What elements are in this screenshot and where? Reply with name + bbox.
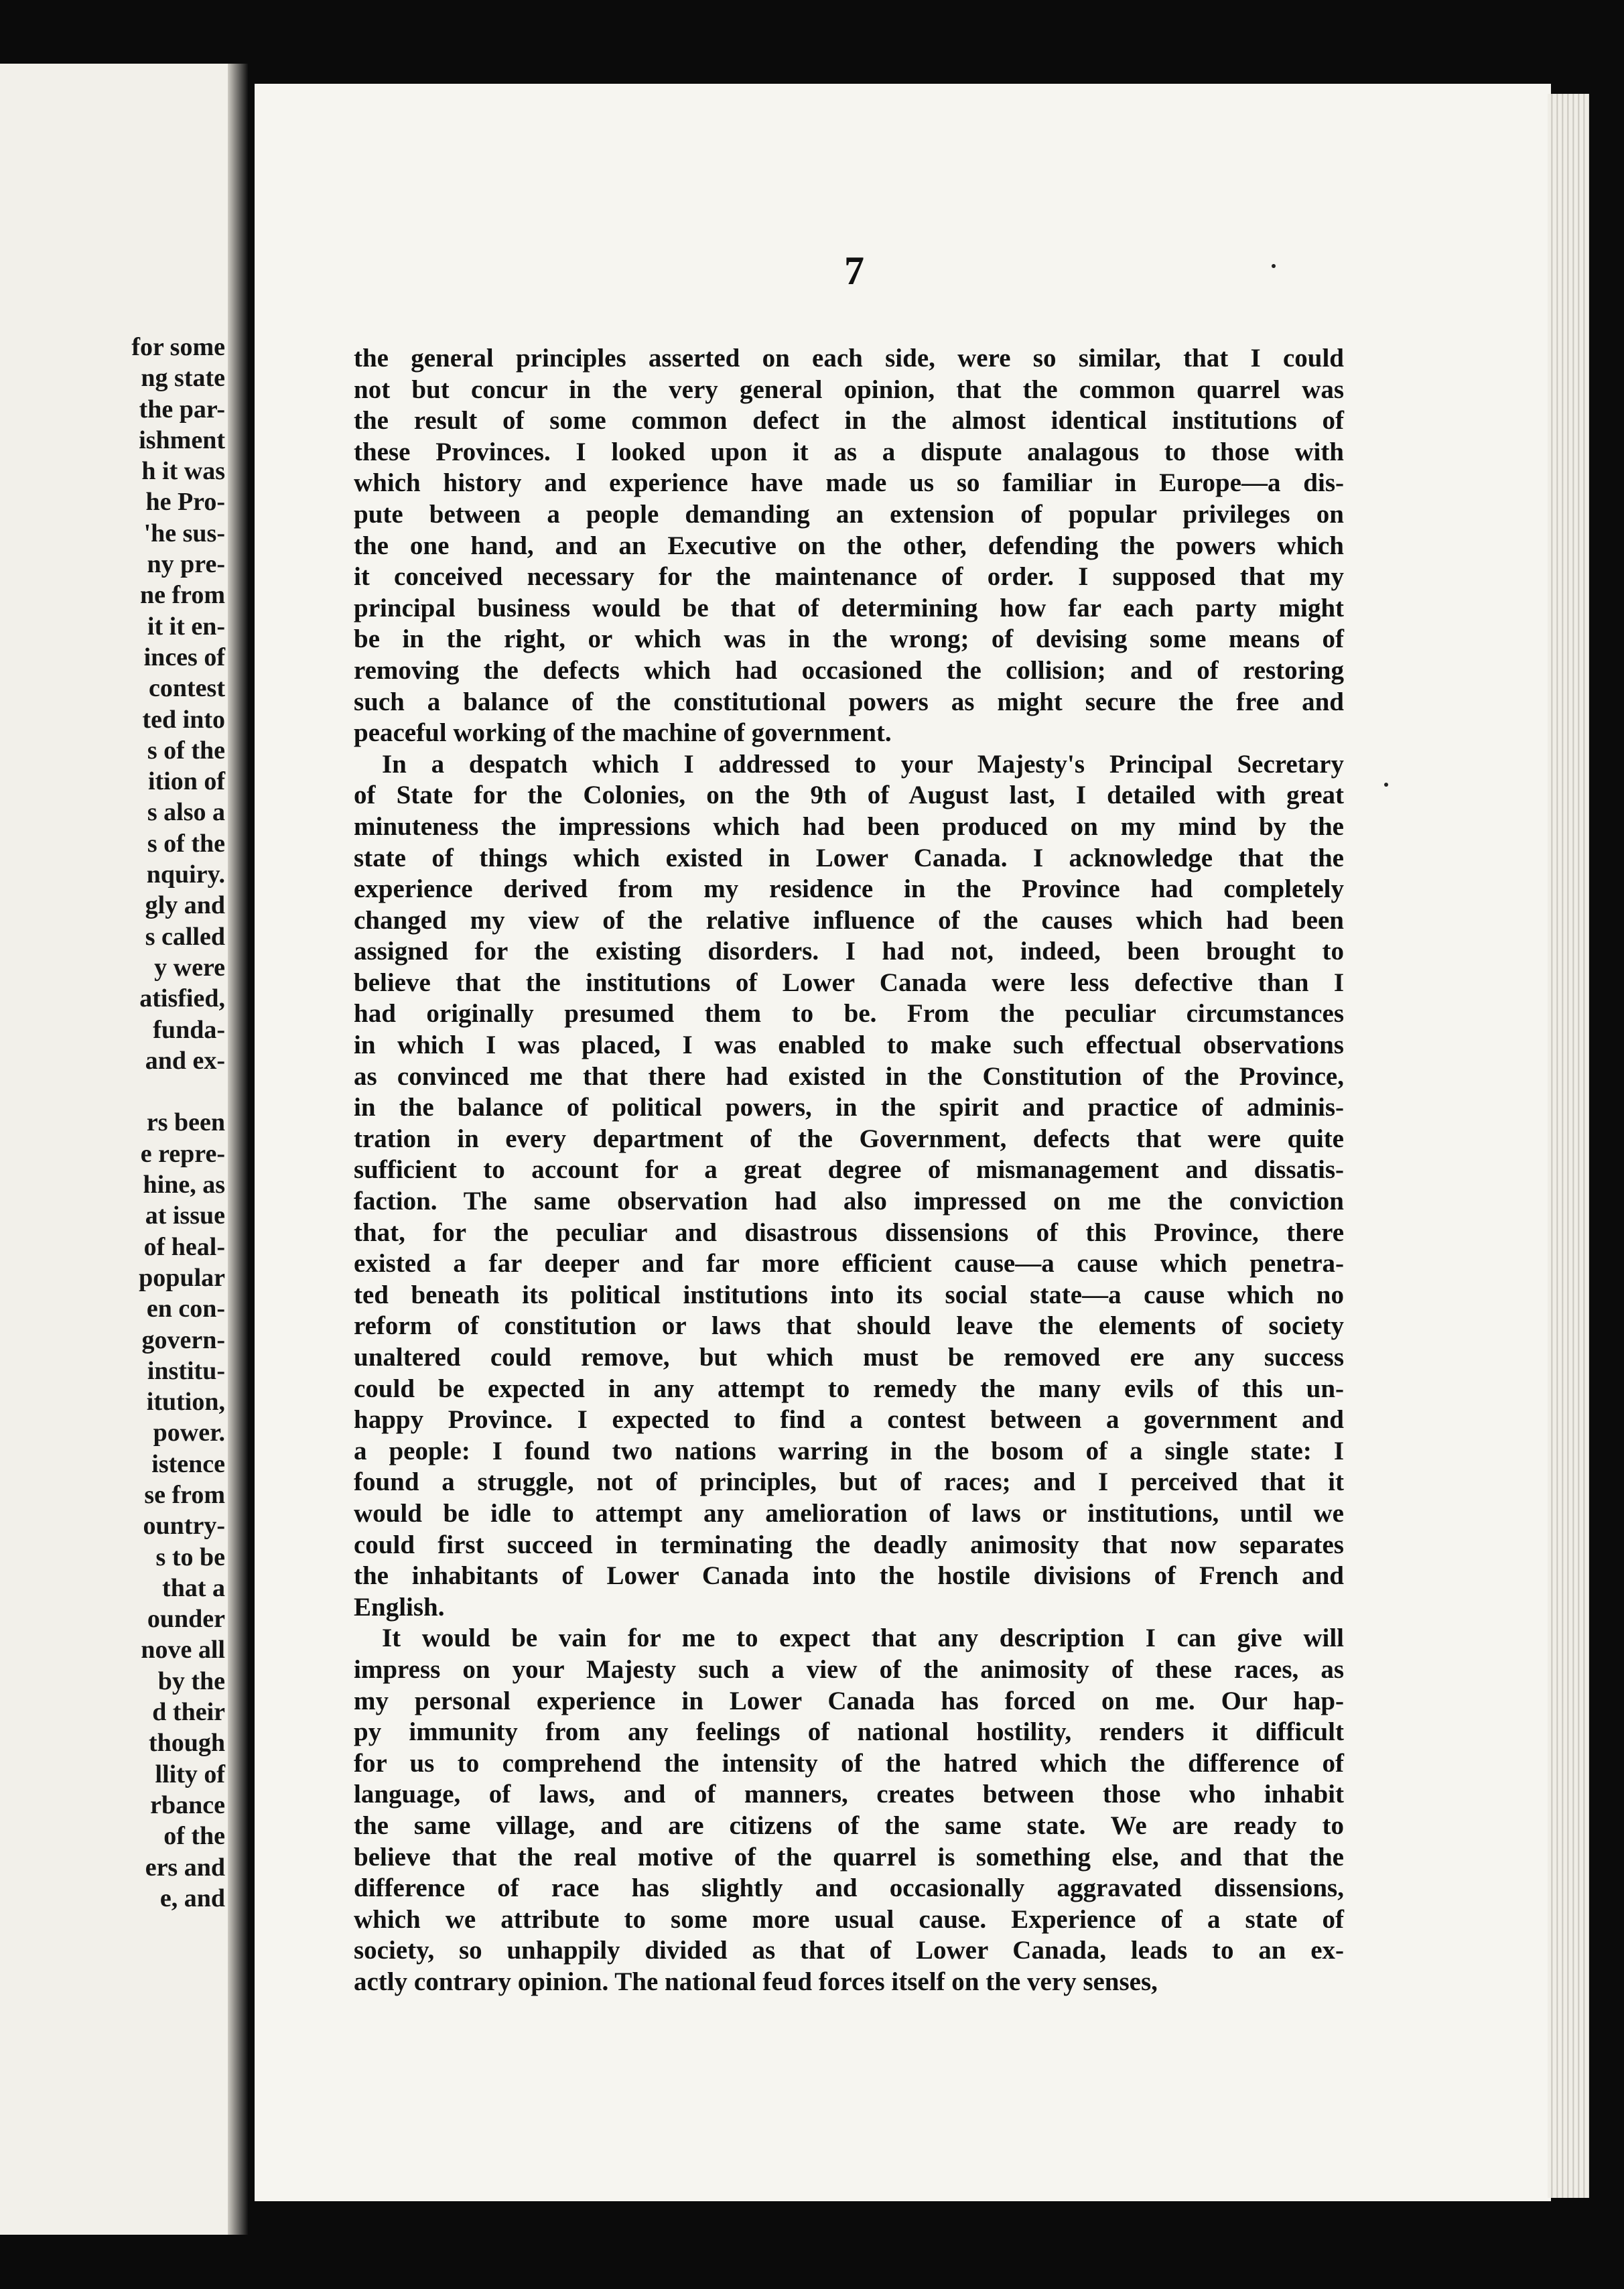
text-line: minuteness the impressions which had been produced on my mind by the <box>354 811 1344 841</box>
text-line: state of things which existed in Lower Canada. I acknowledge that the <box>354 843 1344 872</box>
text-line: my personal experience in Lower Canada has forced on me. Our hap- <box>354 1686 1344 1715</box>
text-line: existed a far deeper and far more efficient cause—a cause which penetra- <box>354 1249 1344 1279</box>
ink-speck <box>1272 264 1276 268</box>
text-line: tration in every department of the Government, defects that were quite <box>354 1124 1344 1153</box>
previous-page-line: funda- <box>153 1015 225 1044</box>
text-line: py immunity from any feelings of national hostility, renders it difficult <box>354 1717 1344 1747</box>
text-line: sufficient to account for a great degree of mismanagement and dissatis- <box>354 1155 1344 1185</box>
text-line: for us to comprehend the intensity of the hatred which the difference of <box>354 1748 1344 1778</box>
text-line: in the balance of political powers, in the spirit and practice of adminis- <box>354 1093 1344 1122</box>
previous-page-line: inces of <box>143 643 225 671</box>
previous-page-line: ishment <box>139 426 225 454</box>
previous-page-line: y were <box>154 953 225 982</box>
text-line: it conceived necessary for the maintenance of order. I supposed that my <box>354 562 1344 592</box>
previous-page-line: of heal- <box>143 1232 225 1261</box>
previous-page-line: se from <box>144 1480 225 1509</box>
previous-page-text-fragments <box>131 332 225 1914</box>
text-line: could be expected in any attempt to remedy the many evils of this un- <box>354 1374 1344 1403</box>
text-line: found a struggle, not of principles, but of races; and I perceived that it <box>354 1467 1344 1497</box>
previous-page-line: 'he sus- <box>143 519 225 547</box>
previous-page-line: that a <box>162 1573 225 1602</box>
previous-page-line <box>131 1076 225 1107</box>
text-line: difference of race has slightly and occasionally aggravated dissensions, <box>354 1874 1344 1903</box>
text-line: the same village, and are citizens of the same state. We are ready to <box>354 1811 1344 1840</box>
previous-page-line: rs been <box>146 1108 225 1137</box>
previous-page-line: and ex- <box>145 1046 225 1075</box>
text-line: society, so unhappily divided as that of Lower Canada, leads to an ex- <box>354 1936 1344 1965</box>
text-line: as convinced me that there had existed in the Constitution of the Province, <box>354 1061 1344 1091</box>
text-line: pute between a people demanding an extension of popular privileges on <box>354 499 1344 529</box>
text-line: believe that the institutions of Lower Canada were less defective than I <box>354 968 1344 997</box>
text-line: which we attribute to some more usual cause. Experience of a state of <box>354 1904 1344 1934</box>
text-line: not but concur in the very general opinion, that the common quarrel was <box>354 375 1344 404</box>
previous-page-line: popular <box>139 1263 225 1292</box>
previous-page-line: of the <box>163 1822 225 1851</box>
text-line: faction. The same observation had also impressed on me the conviction <box>354 1187 1344 1216</box>
previous-page-line: e, and <box>159 1884 225 1912</box>
previous-page-line: ng state <box>141 364 225 393</box>
previous-page-line: for some <box>131 333 225 361</box>
previous-page-line: itution, <box>146 1388 225 1417</box>
previous-page-line: ne from <box>140 581 225 610</box>
text-line: had originally presumed them to be. From the peculiar circumstances <box>354 999 1344 1029</box>
previous-page-line: s to be <box>155 1543 225 1571</box>
previous-page-line: power. <box>153 1419 225 1447</box>
previous-page <box>0 64 236 2235</box>
previous-page-line: hine, as <box>143 1171 225 1199</box>
previous-page-line: ountry- <box>143 1512 225 1541</box>
text-line: the result of some common defect in the almost identical institutions of <box>354 406 1344 436</box>
book-gutter <box>228 64 248 2235</box>
text-line: which history and experience have made us so familiar in Europe—a dis- <box>354 468 1344 498</box>
previous-page-line: though <box>148 1729 225 1758</box>
previous-page-line: llity of <box>155 1760 225 1788</box>
ink-speck <box>1384 783 1388 787</box>
previous-page-line: contest <box>149 674 225 703</box>
text-line: the inhabitants of Lower Canada into the hostile divisions of French and <box>354 1561 1344 1591</box>
previous-page-line: gly and <box>145 891 225 920</box>
text-line: ted beneath its political institutions into its social state—a cause which no <box>354 1280 1344 1309</box>
previous-page-line: s of the <box>147 829 225 858</box>
previous-page-line: d their <box>152 1698 225 1727</box>
previous-page-line: he Pro- <box>145 488 225 517</box>
previous-page-line: ted into <box>142 705 225 734</box>
previous-page-line: ny pre- <box>147 550 225 579</box>
text-line: such a balance of the constitutional powers as might secure the free and <box>354 687 1344 716</box>
text-line: a people: I found two nations warring in the bosom of a single state: I <box>354 1436 1344 1465</box>
previous-page-line: ition of <box>147 767 225 796</box>
text-line: reform of constitution or laws that should leave the elements of society <box>354 1311 1344 1341</box>
text-line: removing the defects which had occasioned the collision; and of restoring <box>354 655 1344 685</box>
body-text <box>354 343 1344 1998</box>
text-line: assigned for the existing disorders. I had not, indeed, been brought to <box>354 937 1344 966</box>
text-line: actly contrary opinion. The national feud forces itself on the very senses, <box>354 1967 1158 1996</box>
text-line: changed my view of the relative influence of the causes which had been <box>354 905 1344 935</box>
paragraph <box>354 343 1344 749</box>
previous-page-line: s also a <box>147 798 225 827</box>
text-line: happy Province. I expected to find a contest between a government and <box>354 1405 1344 1435</box>
previous-page-line: istence <box>151 1449 225 1478</box>
page-number: 7 <box>844 249 864 293</box>
text-line: believe that the real motive of the quarrel is something else, and that the <box>354 1842 1344 1872</box>
previous-page-line: en con- <box>146 1295 225 1323</box>
previous-page-line: govern- <box>141 1325 225 1354</box>
text-line: In a despatch which I addressed to your Majesty's Principal Secretary <box>382 749 1344 779</box>
text-line: that, for the peculiar and disastrous dissensions of this Province, there <box>354 1218 1344 1247</box>
text-line: would be idle to attempt any amelioration of laws or institutions, until we <box>354 1498 1344 1528</box>
text-line: these Provinces. I looked upon it as a dispute analagous to those with <box>354 437 1344 466</box>
previous-page-line: nove all <box>141 1636 225 1664</box>
text-line: experience derived from my residence in the Province had completely <box>354 874 1344 904</box>
text-line: impress on your Majesty such a view of the animosity of these races, as <box>354 1654 1344 1684</box>
text-line: the general principles asserted on each side, were so similar, that I could <box>354 344 1344 373</box>
previous-page-line: it it en- <box>147 612 225 641</box>
text-line: the one hand, and an Executive on the other, defending the powers which <box>354 531 1344 560</box>
text-line: English. <box>354 1592 445 1622</box>
previous-page-line: the par- <box>139 395 225 423</box>
previous-page-line: ounder <box>147 1605 225 1634</box>
previous-page-line: institu- <box>147 1356 225 1385</box>
previous-page-line: at issue <box>145 1201 225 1230</box>
previous-page-line: s called <box>145 922 225 951</box>
paragraph <box>354 749 1344 1624</box>
text-line: principal business would be that of determining how far each party might <box>354 593 1344 623</box>
previous-page-line: atisfied, <box>139 984 225 1013</box>
previous-page-line: s of the <box>147 736 225 765</box>
page-edges <box>1548 94 1589 2198</box>
text-line: language, of laws, and of manners, creates between those who inhabit <box>354 1780 1344 1809</box>
previous-page-line: by the <box>157 1666 225 1695</box>
previous-page-line: h it was <box>141 457 225 486</box>
text-line: unaltered could remove, but which must be removed ere any success <box>354 1343 1344 1372</box>
previous-page-line: ers and <box>145 1853 225 1882</box>
previous-page-line: nquiry. <box>146 860 225 889</box>
previous-page-line: rbance <box>150 1790 225 1819</box>
text-line: could first succeed in terminating the deadly animosity that now separates <box>354 1530 1344 1559</box>
paragraph <box>354 1623 1344 1998</box>
text-line: of State for the Colonies, on the 9th of August last, I detailed with great <box>354 781 1344 810</box>
text-line: in which I was placed, I was enabled to make such effectual observations <box>354 1031 1344 1060</box>
previous-page-line: e repre- <box>140 1139 225 1168</box>
text-line: peaceful working of the machine of government. <box>354 718 892 748</box>
text-line: be in the right, or which was in the wrong; of devising some means of <box>354 625 1344 654</box>
text-line: It would be vain for me to expect that any description I can give will <box>382 1624 1344 1653</box>
